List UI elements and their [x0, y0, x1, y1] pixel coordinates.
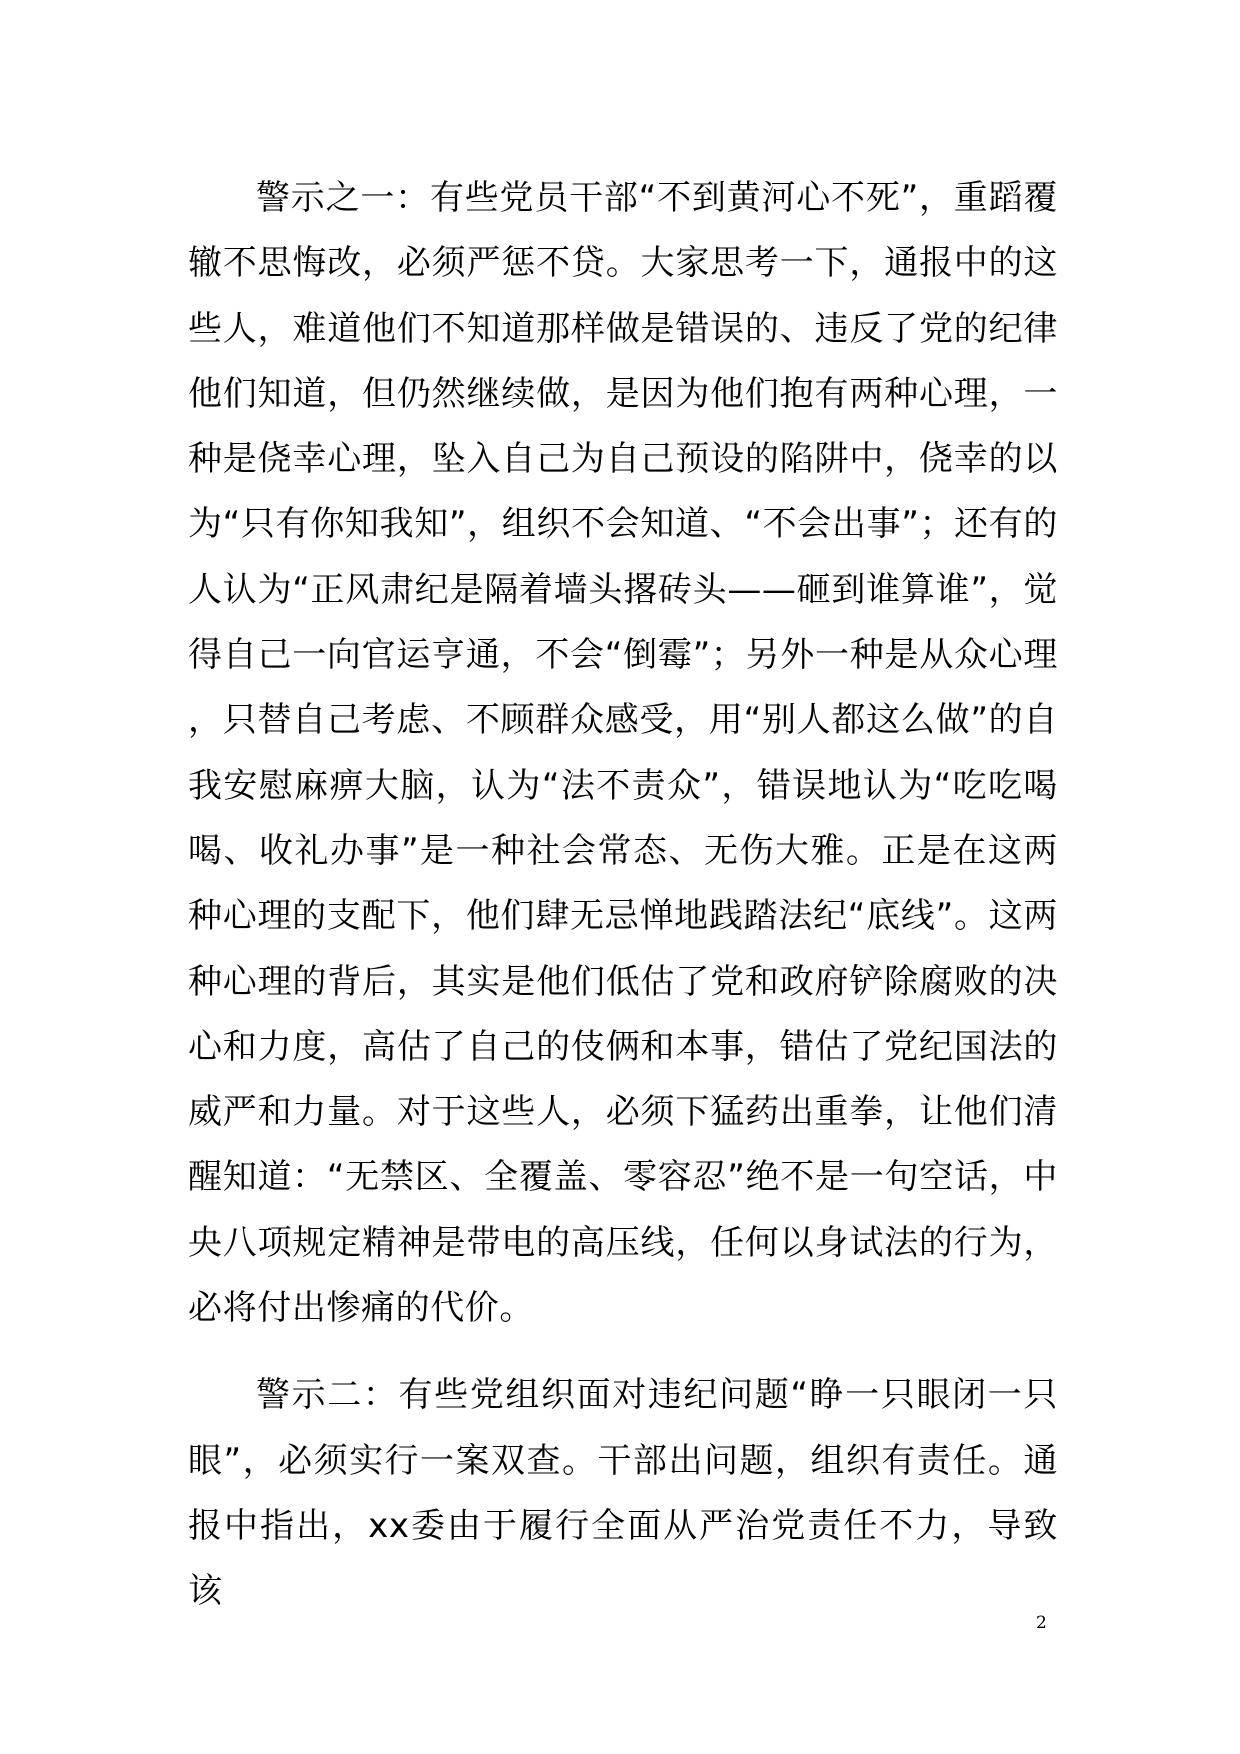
- paragraph-warning-one: 警示之一：有些党员干部“不到黄河心不死”，重蹈覆辙不思悔改，必须严惩不贷。大家思考一下，通报中的这些人，难道他们不知道那样做是错误的、违反了党的纪律他们知道，但仍然继续做，是因为他们抱有两种心理，一种是侥幸心理，坠入自己为自己预设的陷阱中，侥幸的以为“只有你知我知”，组织不会知道、“不会出事”；还有的人认为“正风肃纪是隔着墙头撂砖头——砸到谁算谁”，觉得自己一向官运亨通，不会“倒霉”；另外一种是从众心理，只替自己考虑、不顾群众感受，用“别人都这么做”的自我安慰麻痹大脑，认为“法不责众”，错误地认为“吃吃喝喝、收礼办事”是一种社会常态、无伤大雅。正是在这两种心理的支配下，他们肆无忌惮地践踏法纪“底线”。这两种心理的背后，其实是他们低估了党和政府铲除腐败的决心和力度，高估了自己的伎俩和本事，错估了党纪国法的威严和力量。对于这些人，必须下猛药出重拳，让他们清醒知道：“无禁区、全覆盖、零容忍”绝不是一句空话，中央八项规定精神是带电的高压线，任何以身试法的行为，必将付出惨痛的代价。: [188, 178, 1058, 1329]
- body-text: [188, 166, 1058, 1625]
- page-number: 2: [1036, 1613, 1047, 1633]
- paragraph-warning-two: 警示二：有些党组织面对违纪问题“睁一只眼闭一只眼”，必须实行一案双查。干部出问题，组织有责任。通报中指出，xx委由于履行全面从严治党责任不力，导致该: [188, 1375, 1058, 1612]
